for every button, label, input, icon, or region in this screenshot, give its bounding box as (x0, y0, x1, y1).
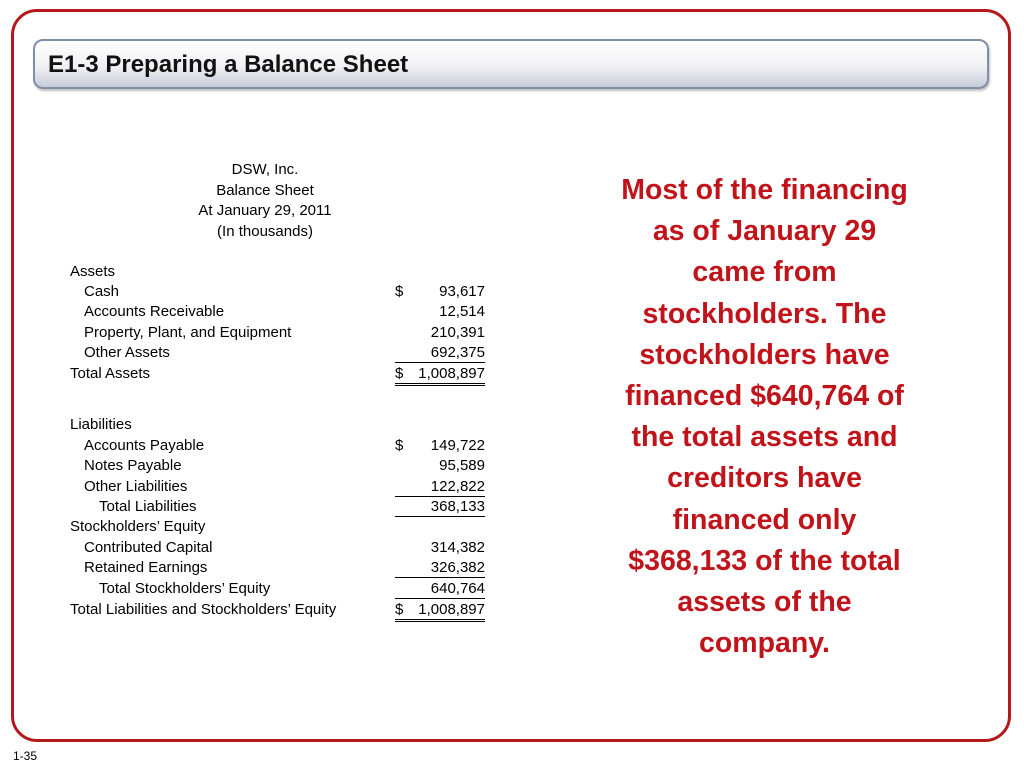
row-label: Retained Earnings (84, 559, 208, 576)
row-amount (395, 436, 485, 455)
bs-row-total-liabilities-and-equity (70, 600, 490, 620)
amount-value: 95,589 (439, 457, 485, 474)
note-line: $368,133 of the total (628, 544, 901, 577)
row-amount (395, 579, 485, 599)
row-label: Cash (84, 283, 120, 300)
row-amount (395, 497, 485, 517)
dollar-sign: $ (395, 601, 404, 618)
row-label: Notes Payable (84, 457, 182, 474)
amount-value: 122,822 (430, 478, 485, 495)
note-line: creditors have (667, 462, 862, 495)
dollar-sign: $ (395, 365, 404, 382)
row-amount (395, 456, 485, 475)
row-label: Total Liabilities and Stockholders’ Equity (70, 601, 337, 618)
dollar-sign: $ (395, 437, 404, 454)
amount-value: 1,008,897 (418, 365, 485, 382)
page-number: 1-35 (13, 749, 38, 763)
note-line: as of January 29 (652, 215, 877, 248)
bs-row-other-liabilities (70, 477, 490, 497)
row-amount (395, 600, 485, 622)
statement-name: Balance Sheet (216, 181, 314, 199)
bs-row-total-assets (70, 364, 490, 384)
row-amount (395, 302, 485, 321)
amount-value: 93,617 (439, 283, 485, 300)
row-label: Other Assets (84, 344, 170, 361)
dollar-sign: $ (395, 283, 404, 300)
amount-value: 692,375 (430, 344, 485, 361)
bs-row-contributed-capital (70, 538, 490, 558)
explanation-note (592, 170, 937, 664)
bs-row-notes-payable (70, 456, 490, 476)
row-label: Liabilities (70, 416, 132, 433)
balance-sheet-header (150, 160, 380, 242)
row-label: Total Assets (70, 365, 151, 382)
bs-row-ppe (70, 323, 490, 343)
row-amount (395, 282, 485, 301)
note-line: financed $640,764 of (625, 380, 904, 413)
bs-row-total-liabilities (70, 497, 490, 517)
amount-value: 314,382 (430, 539, 485, 556)
amount-value: 149,722 (430, 437, 485, 454)
row-label: Stockholders’ Equity (70, 518, 206, 535)
title-bar (33, 39, 989, 89)
bs-row-accounts-payable (70, 436, 490, 456)
company-name: DSW, Inc. (231, 161, 299, 178)
note-line: company. (699, 627, 830, 660)
amount-value: 326,382 (430, 559, 485, 576)
bs-row-assets (70, 262, 490, 282)
row-label: Other Liabilities (84, 478, 188, 495)
row-amount (395, 558, 485, 578)
row-label: Property, Plant, and Equipment (84, 324, 292, 341)
statement-date: At January 29, 2011 (198, 202, 332, 219)
bs-row-stockholders-equity (70, 517, 490, 537)
row-amount (395, 538, 485, 557)
slide-title: E1-3 Preparing a Balance Sheet (48, 51, 409, 78)
amount-value: 640,764 (430, 580, 485, 597)
bs-row-other-assets (70, 343, 490, 363)
note-line: assets of the (677, 586, 852, 619)
row-amount (395, 364, 485, 386)
row-label: Total Liabilities (99, 498, 197, 515)
amount-value: 12,514 (439, 303, 485, 320)
bs-row-retained-earnings (70, 558, 490, 578)
bs-row-accounts-receivable (70, 302, 490, 322)
note-line: stockholders. The (642, 297, 887, 330)
row-label: Accounts Receivable (84, 303, 225, 320)
row-amount (395, 323, 485, 342)
row-label: Contributed Capital (84, 539, 213, 556)
row-amount (395, 477, 485, 497)
row-label: Assets (70, 263, 116, 280)
statement-units: (In thousands) (217, 222, 313, 240)
amount-value: 368,133 (430, 498, 485, 515)
row-label: Total Stockholders’ Equity (99, 580, 271, 597)
bs-row-cash (70, 282, 490, 302)
note-line: financed only (672, 503, 857, 536)
amount-value: 210,391 (430, 324, 485, 341)
note-line: stockholders have (639, 338, 890, 371)
row-amount (395, 343, 485, 363)
note-line: the total assets and (631, 421, 898, 454)
note-line: came from (692, 256, 837, 289)
row-label: Accounts Payable (84, 437, 205, 454)
note-line: Most of the financing (621, 174, 908, 206)
bs-row-total-stockholders-equity (70, 579, 490, 599)
bs-row-liabilities (70, 415, 490, 435)
amount-value: 1,008,897 (418, 601, 485, 618)
